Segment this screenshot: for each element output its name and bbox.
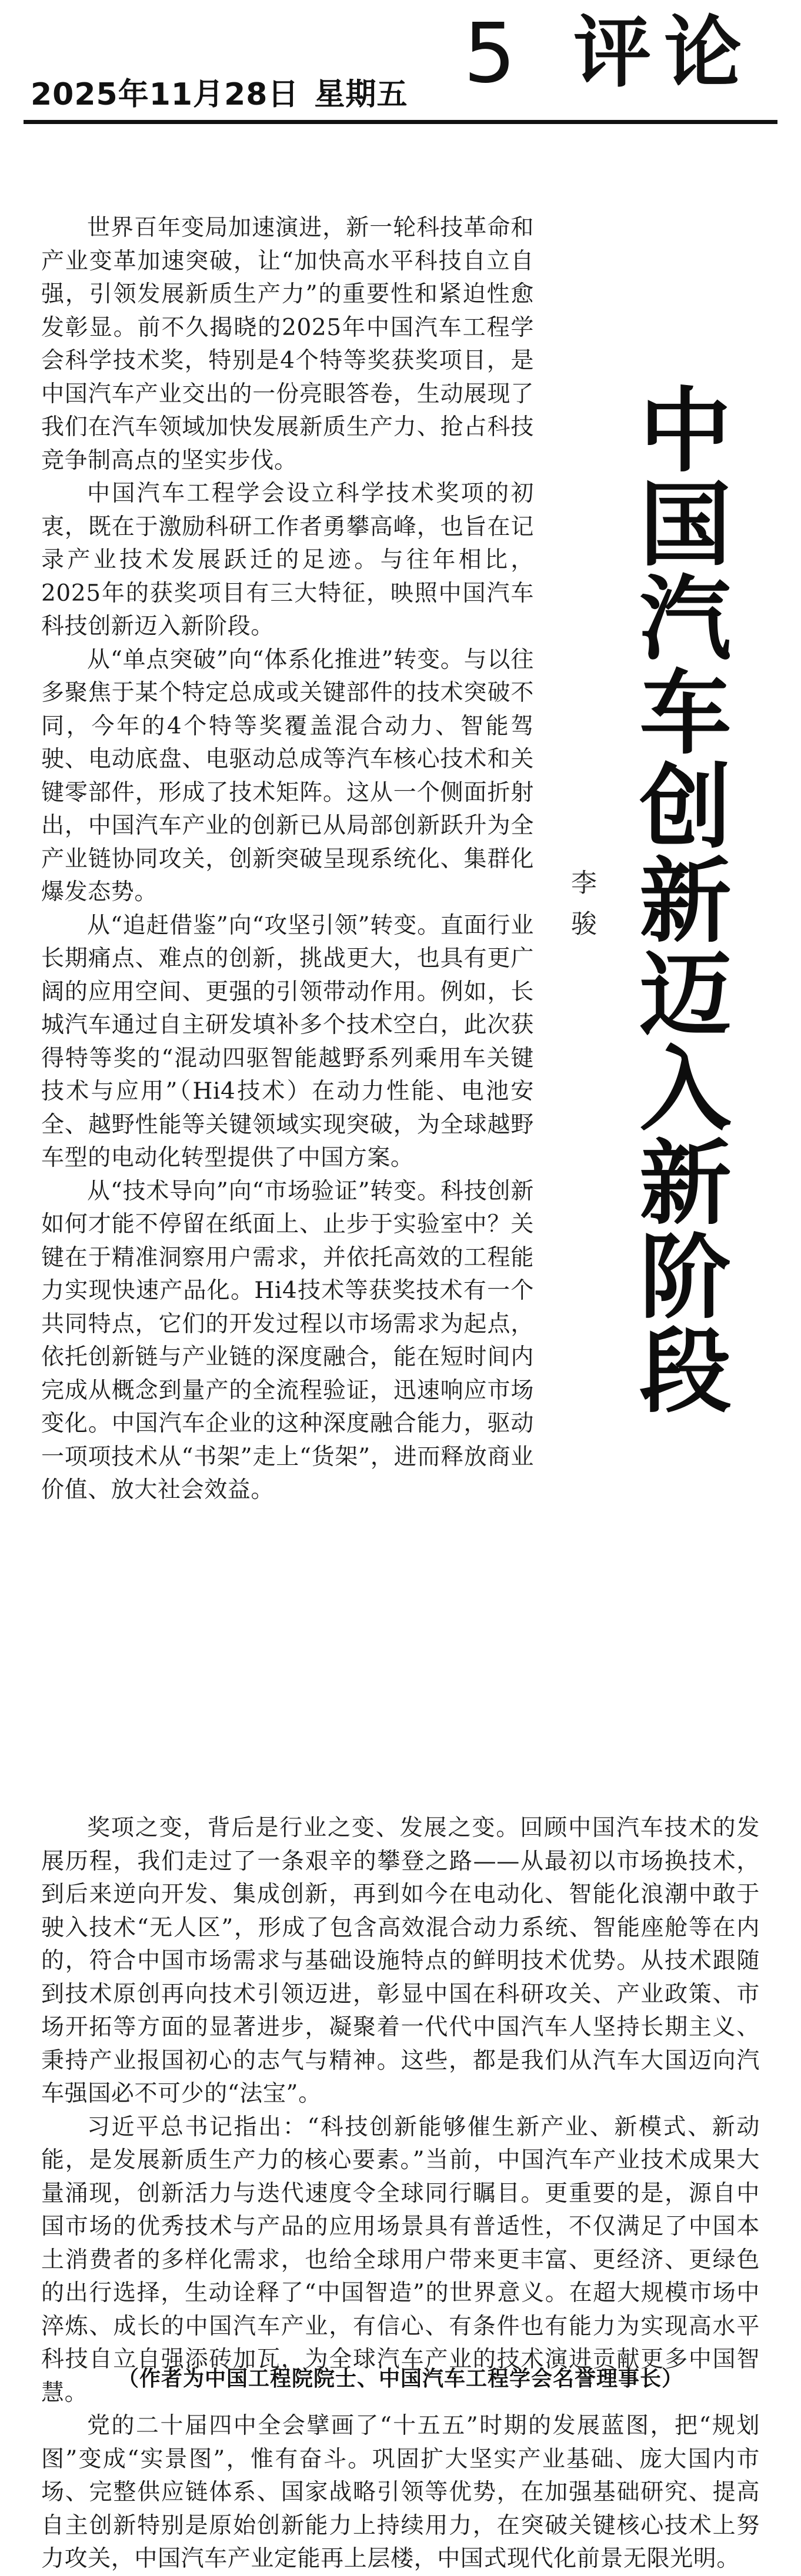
section-title: 评论	[573, 8, 755, 98]
article-body-lower	[41, 1812, 760, 2576]
masthead	[24, 0, 777, 126]
paragraph: 党的二十届四中全会擘画了“十五五”时期的发展蓝图，把“规划图”变成“实景图”，惟有奋斗。巩固扩大坚实产业基础、庞大国内市场、完整供应链体系、国家战略引领等优势，在加强基础研究、提高自主创新特别是原始创新能力上持续用力，在突破关键核心技术上努力攻关，中国汽车产业定能再上层楼，中国式现代化前景无限光明。	[41, 2413, 760, 2572]
issue-weekday: 星期五	[314, 77, 408, 112]
issue-date: 2025年11月28日	[31, 77, 299, 112]
article-headline: 中国汽车创新迈入新阶段	[624, 382, 731, 1417]
paragraph: 世界百年变局加速演进，新一轮科技革命和产业变革加速突破，让“加快高水平科技自立自强，引领发展新质生产力”的重要性和紧迫性愈发彰显。前不久揭晓的2025年中国汽车工程学会科学技术奖，特别是4个特等奖获奖项目，是中国汽车产业交出的一份亮眼答卷，生动展现了我们在汽车领域加快发展新质生产力、抢占科技竞争制高点的坚实步伐。	[41, 215, 534, 474]
paragraph: 从“单点突破”向“体系化推进”转变。与以往多聚焦于某个特定总成或关键部件的技术突破不同，今年的4个特等奖覆盖混合动力、智能驾驶、电动底盘、电驱动总成等汽车核心技术和关键零部件，形成了技术矩阵。这从一个侧面折射出，中国汽车产业的创新已从局部创新跃升为全产业链协同攻关，创新突破呈现系统化、集群化爆发态势。	[41, 646, 534, 905]
author-note: （作者为中国工程院院士、中国汽车工程学会名誉理事长）	[117, 2367, 683, 2391]
article-body-upper	[41, 212, 534, 1507]
paragraph: 中国汽车工程学会设立科学技术奖项的初衷，既在于激励科研工作者勇攀高峰，也旨在记录产业技术发展跃迁的足迹。与往年相比，2025年的获奖项目有三大特征，映照中国汽车科技创新迈入新阶段。	[41, 480, 534, 640]
paragraph: 奖项之变，背后是行业之变、发展之变。回顾中国汽车技术的发展历程，我们走过了一条艰辛的攀登之路——从最初以市场换技术，到后来逆向开发、集成创新，再到如今在电动化、智能化浪潮中敢于驶入技术“无人区”，形成了包含高效混合动力系统、智能座舱等在内的，符合中国市场需求与基础设施特点的鲜明技术优势。从技术跟随到技术原创再向技术引领迈进，彰显中国在科研攻关、产业政策、市场开拓等方面的显著进步，凝聚着一代代中国汽车人坚持长期主义、秉持产业报国初心的志气与精神。这些，都是我们从汽车大国迈向汽车强国必不可少的“法宝”。	[41, 1815, 760, 2107]
paragraph: 习近平总书记指出：“科技创新能够催生新产业、新模式、新动能，是发展新质生产力的核心要素。”当前，中国汽车产业技术成果大量涌现，创新活力与迭代速度令全球同行瞩目。更重要的是，源自中国市场的优秀技术与产品的应用场景具有普适性，不仅满足了中国本土消费者的多样化需求，也给全球用户带来更丰富、更经济、更绿色的出行选择，生动诠释了“中国智造”的世界意义。在超大规模市场中淬炼、成长的中国汽车产业，有信心、有条件也有能力为实现高水平科技自立自强添砖加瓦，为全球汽车产业的技术演进贡献更多中国智慧。	[41, 2113, 760, 2406]
date-line	[31, 69, 423, 113]
page-number: 5	[463, 6, 516, 102]
paragraph: 从“追赶借鉴”向“攻坚引领”转变。直面行业长期痛点、难点的创新，挑战更大，也具有更广阔的应用空间、更强的引领带动作用。例如，长城汽车通过自主研发填补多个技术空白，此次获得特等奖的“混动四驱智能越野系列乘用车关键技术与应用”（Hi4技术）在动力性能、电池安全、越野性能等关键领域实现突破，为全球越野车型的电动化转型提供了中国方案。	[41, 912, 534, 1171]
header-rule	[24, 120, 777, 124]
article-author: 李骏	[566, 869, 596, 951]
paragraph: 从“技术导向”向“市场验证”转变。科技创新如何才能不停留在纸面上、止步于实验室中？关键在于精准洞察用户需求，并依托高效的工程能力实现快速产品化。Hi4技术等获奖技术有一个共同特点，它们的开发过程以市场需求为起点，依托创新链与产业链的深度融合，能在短时间内完成从概念到量产的全流程验证，迅速响应市场变化。中国汽车企业的这种深度融合能力，驱动一项项技术从“书架”走上“货架”，进而释放商业价值、放大社会效益。	[41, 1177, 534, 1503]
